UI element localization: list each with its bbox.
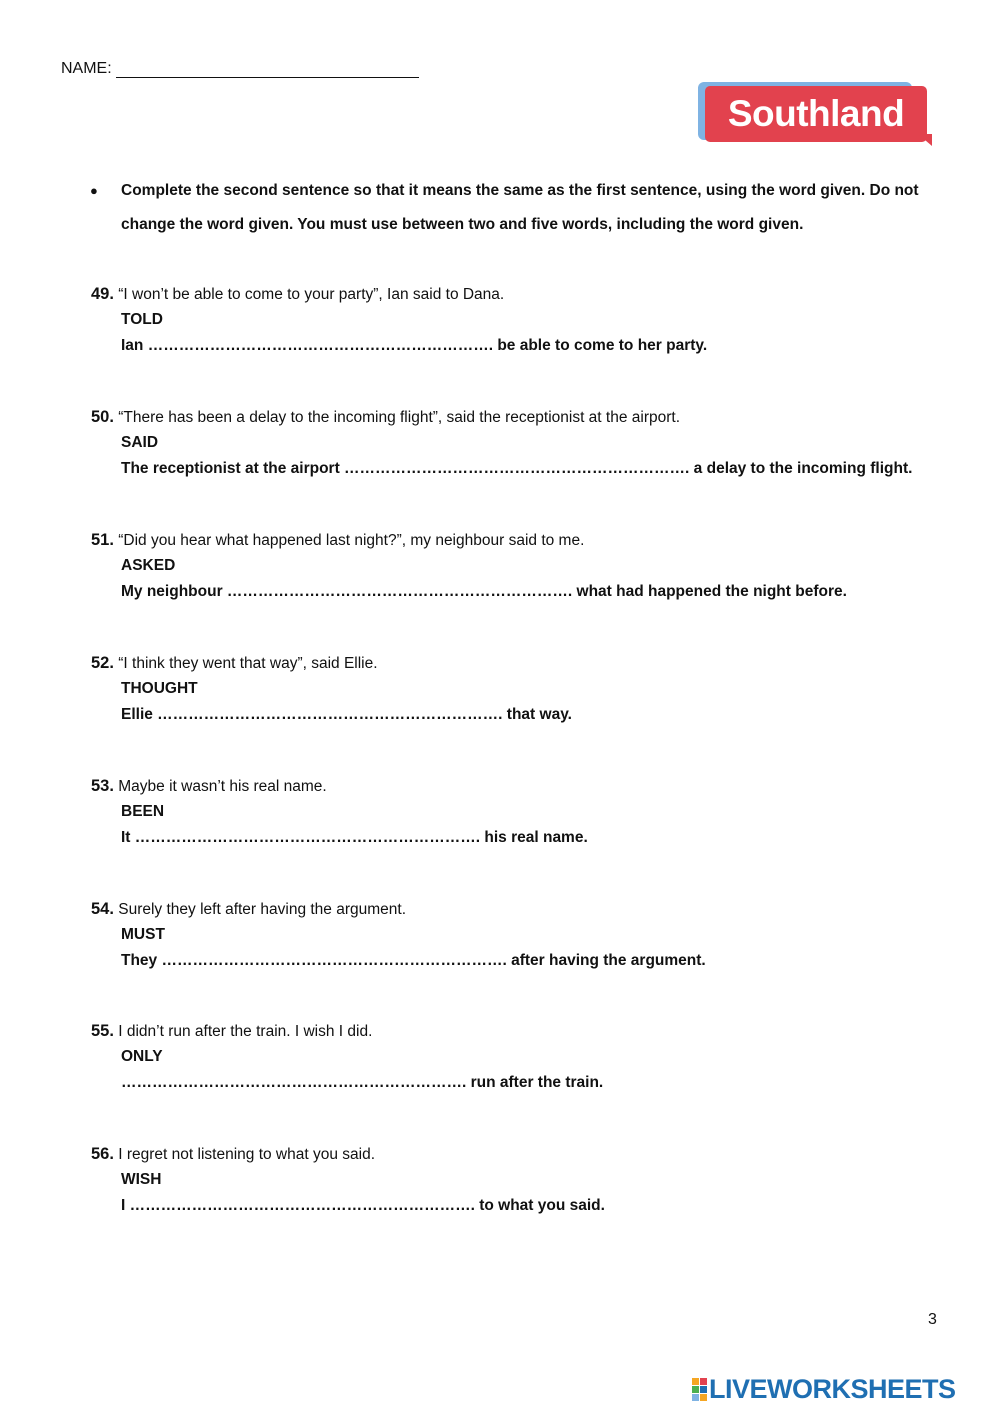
question-number: 51. — [91, 531, 114, 549]
question-keyword: SAID — [121, 434, 159, 451]
question-sentence: Surely they left after having the argument. — [118, 901, 407, 918]
answer-line[interactable]: My neighbour …………………………………………………………. what had happened the night before. — [121, 583, 847, 600]
question-number: 56. — [91, 1145, 114, 1163]
question-keyword: MUST — [121, 926, 165, 943]
page-number: 3 — [928, 1311, 937, 1328]
logo-tail — [918, 134, 932, 146]
question-number: 50. — [91, 408, 114, 426]
question-sentence: “I think they went that way”, said Ellie. — [118, 655, 378, 672]
answer-line[interactable]: It …………………………………………………………. his real name. — [121, 829, 588, 846]
question-keyword: TOLD — [121, 311, 163, 328]
question-keyword: ONLY — [121, 1048, 163, 1065]
question-49 — [91, 281, 951, 359]
question-keyword: ASKED — [121, 557, 176, 574]
question-number: 54. — [91, 900, 114, 918]
name-underline[interactable] — [116, 61, 419, 78]
answer-line[interactable]: The receptionist at the airport …………………………………………………………. a delay to the incoming flight. — [121, 460, 913, 477]
instruction — [90, 174, 930, 242]
question-54 — [91, 896, 951, 974]
question-55 — [91, 1018, 951, 1096]
question-51 — [91, 527, 951, 605]
question-number: 49. — [91, 285, 114, 303]
question-52 — [91, 650, 951, 728]
question-number: 55. — [91, 1022, 114, 1040]
question-sentence: “There has been a delay to the incoming flight”, said the receptionist at the airport. — [118, 409, 681, 426]
answer-line[interactable]: I …………………………………………………………. to what you said. — [121, 1197, 605, 1214]
liveworksheets-brand: LIVEWORKSHEETS — [709, 1373, 956, 1404]
question-keyword: THOUGHT — [121, 680, 198, 697]
answer-line[interactable]: They …………………………………………………………. after having the argument. — [121, 952, 706, 969]
name-field[interactable] — [61, 60, 419, 78]
question-sentence: Maybe it wasn’t his real name. — [118, 778, 327, 795]
question-keyword: BEEN — [121, 803, 165, 820]
question-keyword: WISH — [121, 1171, 162, 1188]
question-56 — [91, 1141, 951, 1219]
question-number: 53. — [91, 777, 114, 795]
question-sentence: I regret not listening to what you said. — [118, 1146, 376, 1163]
answer-line[interactable]: Ellie …………………………………………………………. that way. — [121, 706, 572, 723]
instruction-text: Complete the second sentence so that it means the same as the first sentence, using the word given. Do not change the word given. You must use between two and five words, including the word given. — [121, 182, 919, 233]
question-50 — [91, 404, 951, 482]
liveworksheets-logo[interactable] — [692, 1374, 956, 1404]
question-number: 52. — [91, 654, 114, 672]
question-53 — [91, 773, 951, 851]
name-label: NAME: — [61, 60, 112, 77]
question-sentence: I didn’t run after the train. I wish I did. — [118, 1023, 373, 1040]
southland-logo — [698, 80, 934, 146]
bullet-icon: ● — [90, 183, 98, 198]
answer-line[interactable]: Ian …………………………………………………………. be able to come to her party. — [121, 337, 708, 354]
question-sentence: “I won’t be able to come to your party”, Ian said to Dana. — [118, 286, 505, 303]
liveworksheets-squares-icon — [692, 1378, 707, 1401]
question-sentence: “Did you hear what happened last night?”, my neighbour said to me. — [118, 532, 585, 549]
logo-front-shape — [705, 86, 927, 142]
answer-line[interactable]: …………………………………………………………. run after the train. — [121, 1074, 604, 1091]
logo-text: Southland — [727, 93, 905, 134]
